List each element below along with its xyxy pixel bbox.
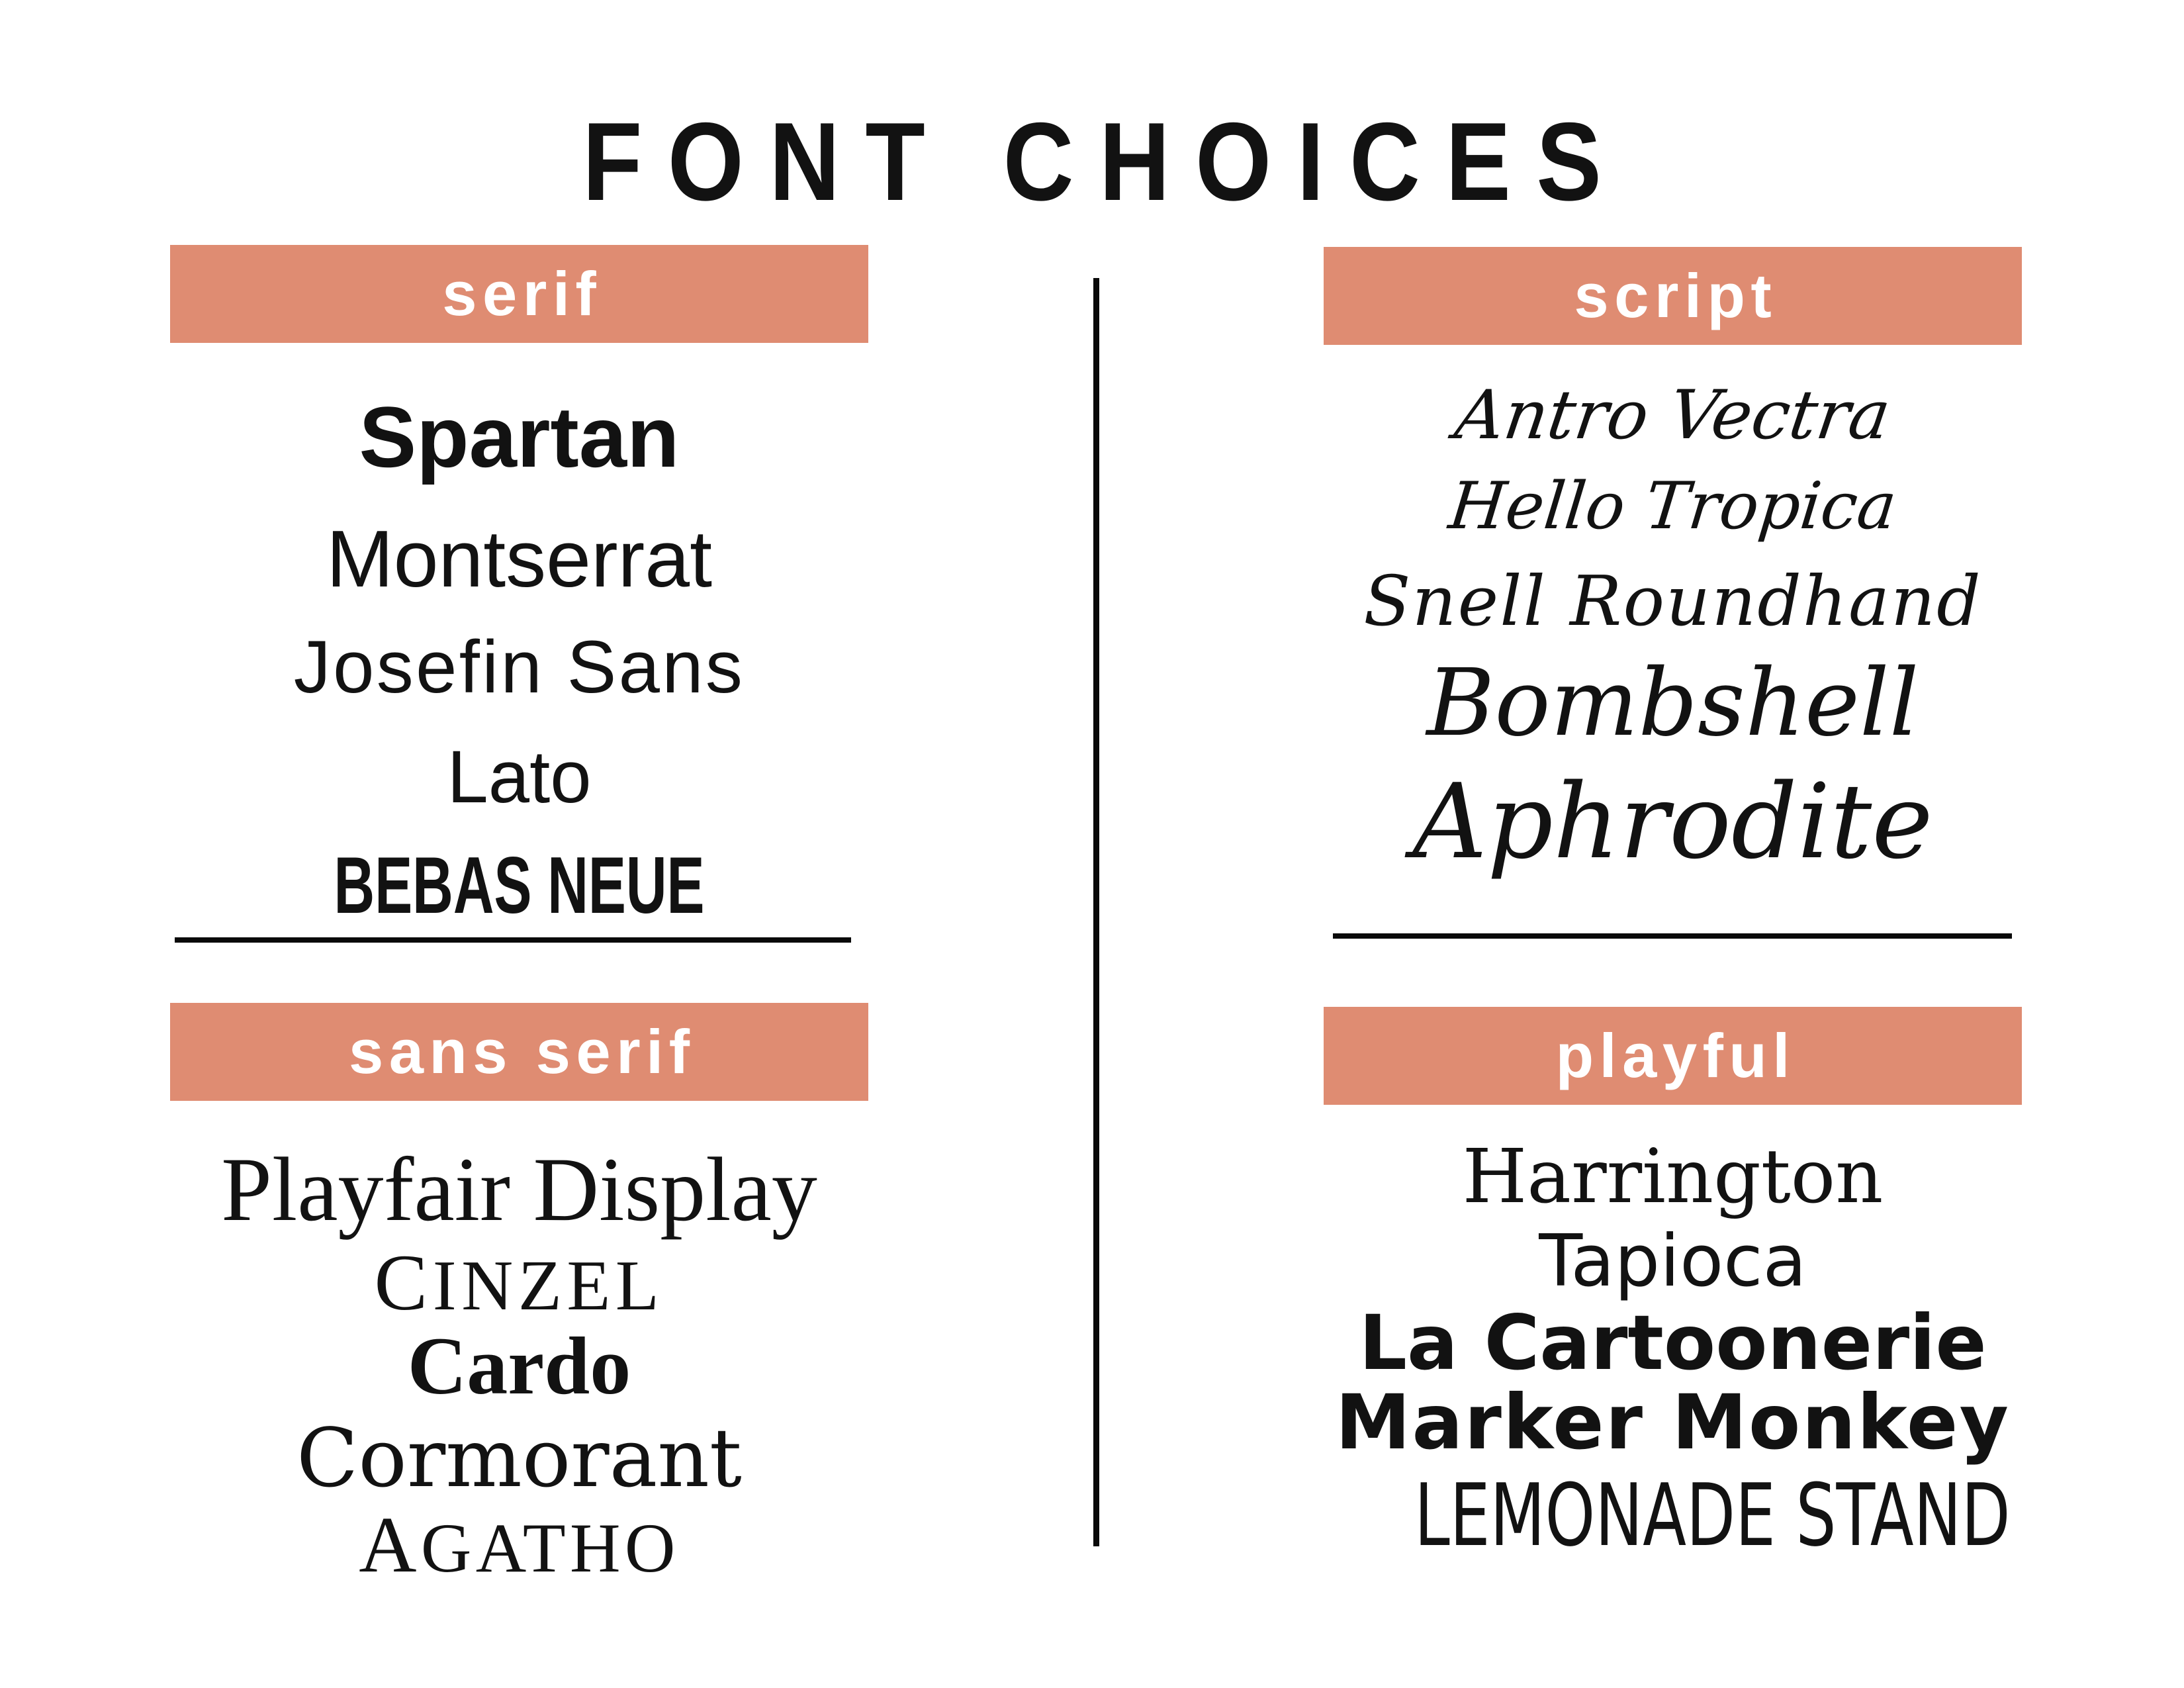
horizontal-rule-right: [1333, 933, 2012, 939]
font-sample-tapioca: Tapioca: [1539, 1220, 1807, 1303]
horizontal-rule-left: [175, 937, 851, 943]
font-sample-spartan: Spartan: [359, 389, 680, 485]
font-sample-la-cartoonerie: La Cartoonerie: [1359, 1299, 1987, 1387]
font-sample-cormorant: Cormorant: [296, 1411, 742, 1505]
font-sample-cardo: Cardo: [407, 1321, 631, 1411]
font-sample-montserrat: Montserrat: [326, 514, 713, 604]
font-sample-aphrodite: Aphrodite: [1412, 761, 1933, 882]
section-header-sans-serif: [170, 1003, 868, 1101]
page-title: FONT CHOICES: [582, 99, 1627, 224]
font-sample-marker-monkey: Marker Monkey: [1335, 1378, 2011, 1466]
font-sample-lato: Lato: [447, 735, 592, 818]
vertical-divider-line: [1093, 278, 1099, 1546]
font-sample-bombshell: Bombshell: [1426, 649, 1919, 757]
section-header-sans-serif-label: sans serif: [348, 1017, 696, 1086]
font-sample-agatho: AGATHO: [359, 1501, 680, 1589]
section-header-script: [1324, 247, 2022, 345]
section-header-serif-label: serif: [442, 259, 602, 328]
font-sample-playfair-display: Playfair Display: [221, 1139, 817, 1240]
font-sample-lemonade-stand: LEMONADE STAND: [1414, 1465, 2011, 1566]
font-sample-cinzel: CINZEL: [374, 1239, 664, 1327]
font-sample-antro-vectra: Antro Vectra: [1450, 376, 1895, 455]
font-sample-harrington: Harrington: [1462, 1134, 1884, 1220]
section-header-script-label: script: [1574, 261, 1778, 330]
font-sample-hello-tropica: Hello Tropica: [1445, 469, 1900, 544]
section-header-playful-label: playful: [1555, 1021, 1796, 1090]
section-header-playful: [1324, 1007, 2022, 1105]
font-sample-josefin-sans: Josefin Sans: [293, 626, 745, 708]
font-sample-bebas-neue: BEBAS NEUE: [334, 840, 705, 930]
section-header-serif: [170, 245, 868, 343]
font-sample-snell-roundhand: Snell Roundhand: [1363, 561, 1982, 641]
